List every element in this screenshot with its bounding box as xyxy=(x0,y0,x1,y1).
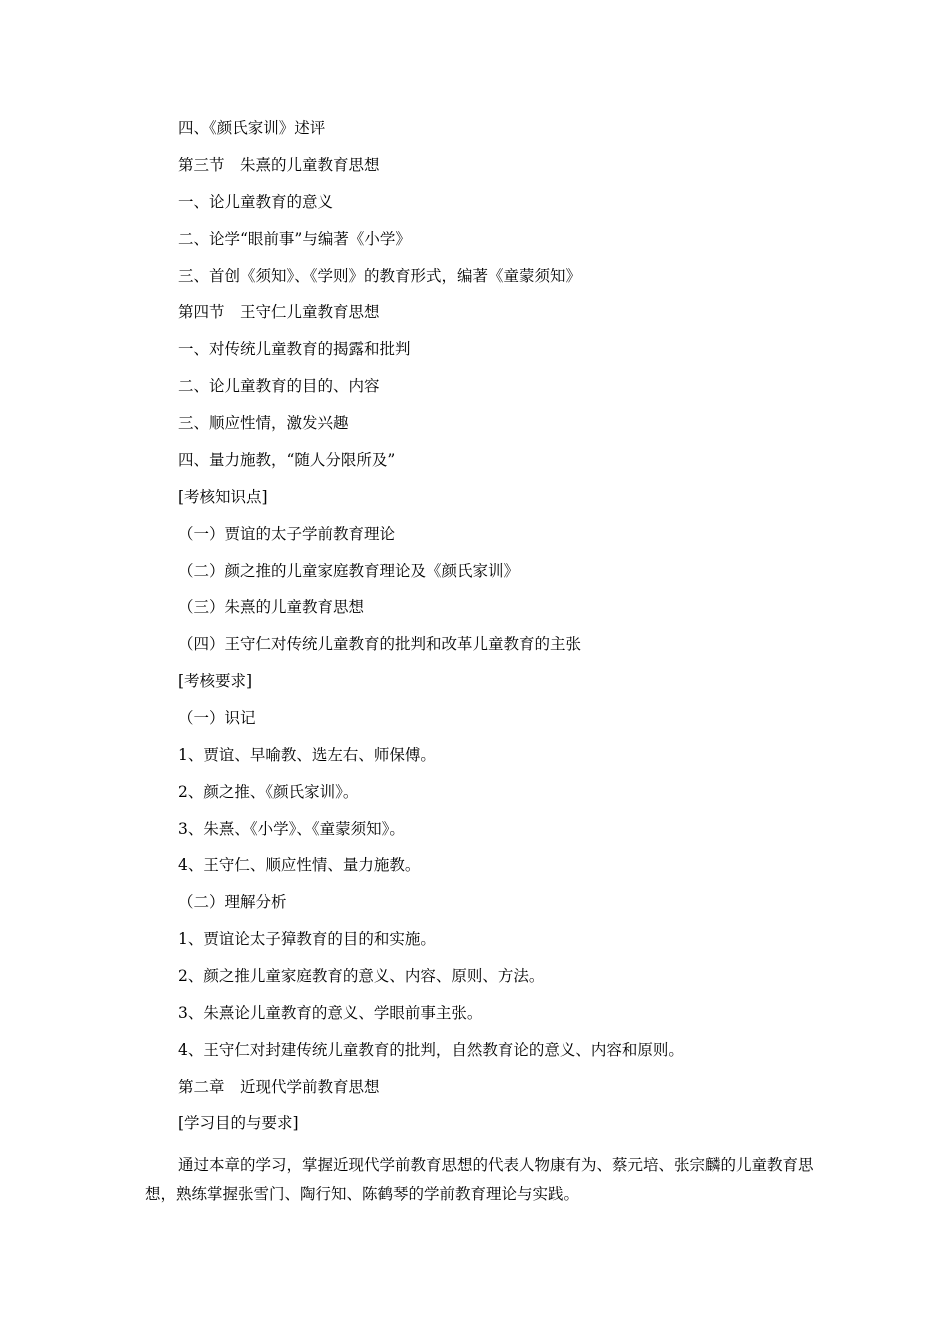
body-paragraph: 通过本章的学习，掌握近现代学前教育思想的代表人物康有为、蔡元培、张宗麟的儿童教育思想，熟练掌握张雪门、陶行知、陈鹤琴的学前教育理论与实践。 xyxy=(145,1156,814,1203)
text-line: 四、《颜氏家训》述评 xyxy=(178,119,326,137)
section-heading: 第三节 朱熹的儿童教育思想 xyxy=(178,156,380,174)
text-line: 2、颜之推儿童家庭教育的意义、内容、原则、方法。 xyxy=(178,967,545,985)
text-line: 3、朱熹论儿童教育的意义、学眼前事主张。 xyxy=(178,1004,483,1022)
text-line: 1、贾谊论太子獐教育的目的和实施。 xyxy=(178,930,436,948)
text-line: 3、朱熹、《小学》、《童蒙须知》。 xyxy=(178,820,405,838)
text-line: （三）朱熹的儿童教育思想 xyxy=(178,598,365,616)
text-line: 一、对传统儿童教育的揭露和批判 xyxy=(178,340,411,358)
text-line: 四、量力施教，“随人分限所及” xyxy=(178,451,396,469)
text-line: 4、王守仁、顺应性情、量力施教。 xyxy=(178,856,421,874)
text-line: （二）理解分析 xyxy=(178,893,287,911)
text-line: （一）贾谊的太子学前教育理论 xyxy=(178,525,396,543)
bracket-heading: [学习目的与要求] xyxy=(178,1114,299,1132)
text-line: （二）颜之推的儿童家庭教育理论及《颜氏家训》 xyxy=(178,562,520,580)
section-heading: 第四节 王守仁儿童教育思想 xyxy=(178,303,380,321)
text-line: 三、顺应性情，激发兴趣 xyxy=(178,414,349,432)
text-line: 2、颜之推、《颜氏家训》。 xyxy=(178,783,359,801)
chapter-heading: 第二章 近现代学前教育思想 xyxy=(178,1078,380,1096)
text-line: 1、贾谊、早喻教、选左右、师保傅。 xyxy=(178,746,436,764)
text-line: 二、论学“眼前事”与编著《小学》 xyxy=(178,230,411,248)
text-line: 4、王守仁对封建传统儿童教育的批判，自然教育论的意义、内容和原则。 xyxy=(178,1041,684,1059)
bracket-heading: [考核要求] xyxy=(178,672,253,690)
bracket-heading: [考核知识点] xyxy=(178,488,268,506)
text-line: （四）王守仁对传统儿童教育的批判和改革儿童教育的主张 xyxy=(178,635,582,653)
text-line: 二、论儿童教育的目的、内容 xyxy=(178,377,380,395)
text-line: （一）识记 xyxy=(178,709,256,727)
text-line: 三、首创《须知》、《学则》的教育形式，编著《童蒙须知》 xyxy=(178,267,582,285)
text-line: 一、论儿童教育的意义 xyxy=(178,193,334,211)
